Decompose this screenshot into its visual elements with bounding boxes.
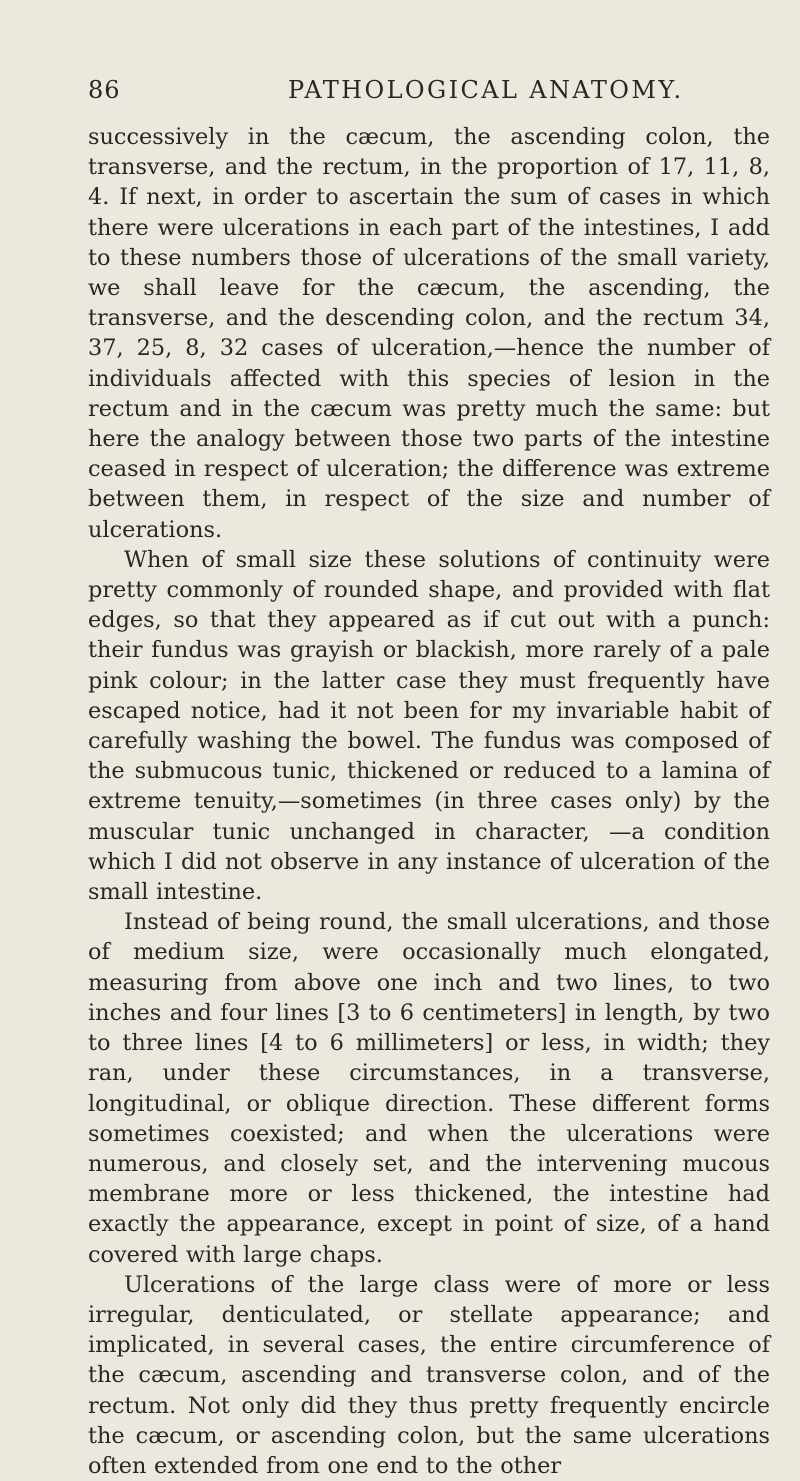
paragraph-elongated-ulcerations: Instead of being round, the small ulcerations, and those of medium size, were occasionally much elongated, measuring from above one inch and two lines, to two inches and four lines [3 to 6 centimeters] in length, by two to three lines [4 to 6 millimeters] or less, in width; they ran, under these circumstances, in a transverse, longitudinal, or oblique direction. These different forms sometimes coexisted; and when the ulcerations were numerous, and closely set, and the intervening mucous membrane more or less thickened, the intestine had exactly the appearance, except in point of size, of a hand covered with large chaps. [88, 909, 770, 1268]
page-number: 86 [88, 76, 121, 104]
paragraph-large-ulcerations: Ulcerations of the large class were of more or less irregular, denticulated, or stellate appearance; and implicated, in several cases, the entire circumference of the cæcum, ascending and transverse colon, and of the rectum. Not only did they thus pretty frequently encircle the cæcum, or ascending colon, but the same ulcerations often extended from one end to the other [88, 1271, 770, 1479]
running-head [88, 76, 768, 110]
running-title: PATHOLOGICAL ANATOMY. [288, 76, 684, 104]
body-text [88, 122, 770, 1481]
paragraph-small-ulcerations: When of small size these solutions of continuity were pretty commonly of rounded shape, and provided with flat edges, so that they appeared as if cut out with a punch: their fundus was grayish or blackish, more rarely of a pale pink colour; in the latter case they must frequently have escaped notice, had it not been for my invariable habit of carefully washing the bowel. The fundus was composed of the submucous tunic, thickened or reduced to a lamina of extreme tenuity,—sometimes (in three cases only) by the muscular tunic unchanged in character, —a condition which I did not observe in any instance of ulceration of the small intestine. [88, 546, 770, 906]
paragraph-continuation: successively in the cæcum, the ascending colon, the transverse, and the rectum, in the proportion of 17, 11, 8, 4. If next, in order to ascertain the sum of cases in which there were ulcerations in each part of the intestines, I add to these numbers those of ulcerations of the small variety, we shall leave for the cæcum, the ascending, the transverse, and the descending colon, and the rectum 34, 37, 25, 8, 32 cases of ulceration,—hence the number of individuals affected with this species of lesion in the rectum and in the cæcum was pretty much the same: but here the analogy between those two parts of the intestine ceased in respect of ulceration; the difference was extreme between them, in respect of the size and number of ulcerations. [88, 124, 770, 543]
